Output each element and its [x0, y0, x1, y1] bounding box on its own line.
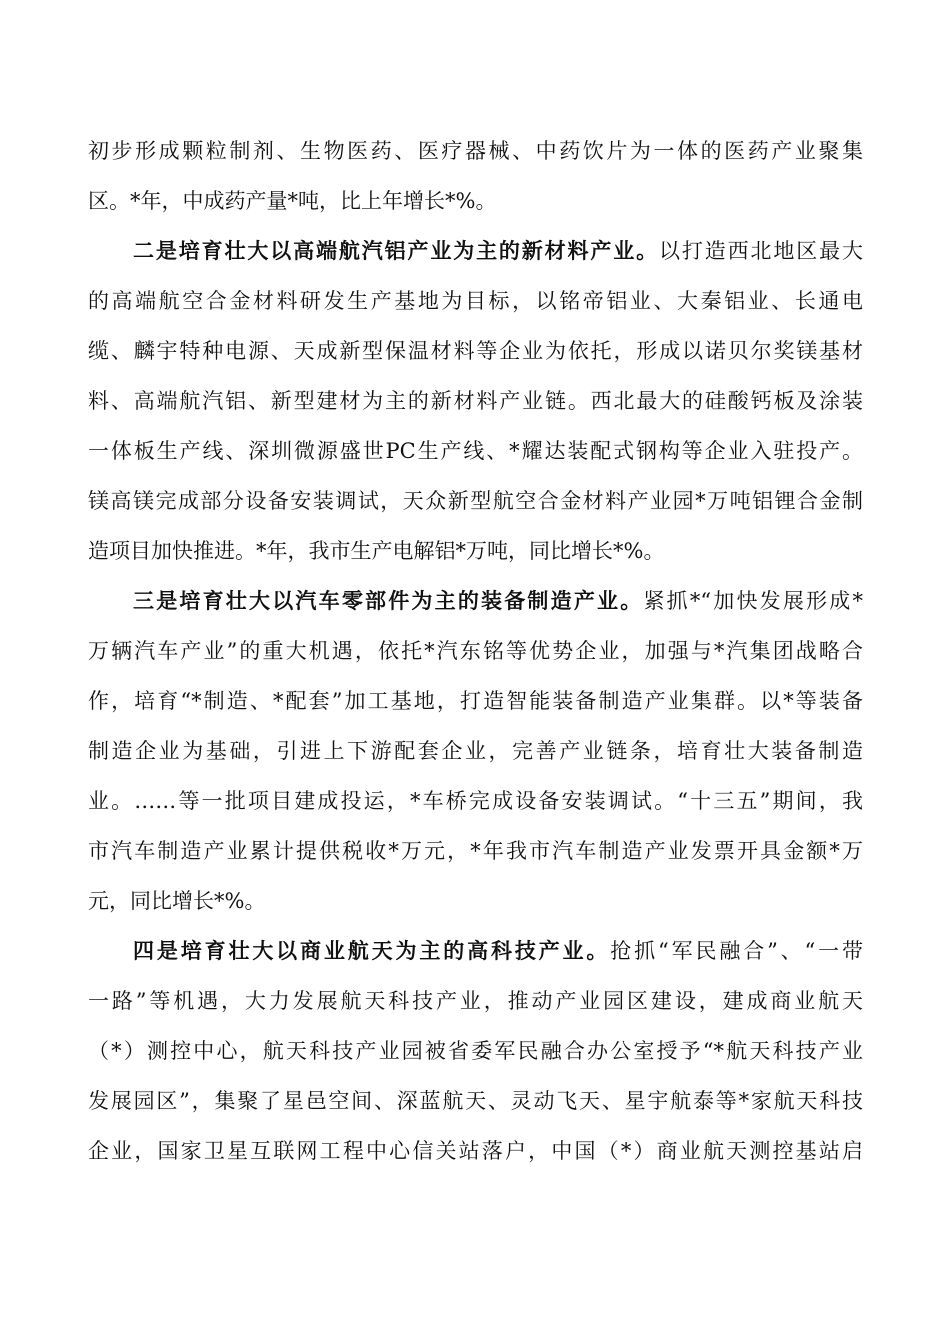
line-text: 抢抓“军民融合”、“一带 — [610, 939, 863, 963]
line-text: 发展园区”，集聚了星邑空间、深蓝航天、灵动飞天、星宇航泰等*家航天科技 — [88, 1089, 863, 1113]
text-line — [88, 831, 863, 871]
line-text: 作，培育“*制造、*配套”加工基地，打造智能装备制造产业集群。以*等装备 — [88, 689, 863, 713]
line-text: 缆、麟宇特种电源、天成新型保温材料等企业为依托，形成以诺贝尔奖镁基材 — [88, 339, 863, 363]
text-line — [88, 981, 863, 1021]
paragraph-lead: 二是培育壮大以高端航汽铝产业为主的新材料产业。 — [133, 238, 660, 263]
line-text: 初步形成颗粒制剂、生物医药、医疗器械、中药饮片为一体的医药产业聚集 — [88, 139, 863, 163]
line-text: 料、高端航汽铝、新型建材为主的新材料产业链。西北最大的硅酸钙板及涂装 — [88, 389, 863, 413]
text-line — [88, 431, 863, 471]
text-line — [88, 131, 863, 171]
text-line — [88, 1131, 863, 1171]
line-text: 紧抓*“加快发展形成* — [643, 589, 863, 613]
paragraph-lead: 四是培育壮大以商业航天为主的高科技产业。 — [133, 938, 611, 963]
line-text: 以打造西北地区最大 — [659, 239, 863, 263]
paragraph-lead-line — [133, 231, 863, 271]
text-line — [88, 181, 863, 221]
text-line — [88, 531, 863, 571]
text-line — [88, 631, 863, 671]
line-text: 区。*年，中成药产量*吨，比上年增长*%。 — [88, 189, 497, 213]
text-line — [88, 781, 863, 821]
text-line — [88, 331, 863, 371]
paragraph-lead: 三是培育壮大以汽车零部件为主的装备制造产业。 — [133, 588, 644, 613]
paragraph-lead-line — [133, 581, 863, 621]
line-text: 一路”等机遇，大力发展航天科技产业，推动产业园区建设，建成商业航天 — [88, 989, 863, 1013]
text-line — [88, 731, 863, 771]
line-text: 万辆汽车产业”的重大机遇，依托*汽东铭等优势企业，加强与*汽集团战略合 — [88, 639, 863, 663]
line-text: （*）测控中心，航天科技产业园被省委军民融合办公室授予“*航天科技产业 — [88, 1039, 863, 1063]
text-line — [88, 1031, 863, 1071]
line-text: 元，同比增长*%。 — [88, 889, 266, 913]
paragraph-lead-line — [133, 931, 863, 971]
text-line — [88, 281, 863, 321]
line-text: 镁高镁完成部分设备安装调试，天众新型航空合金材料产业园*万吨铝锂合金制 — [88, 489, 863, 513]
text-line — [88, 681, 863, 721]
text-line — [88, 1081, 863, 1121]
line-text: 市汽车制造产业累计提供税收*万元，*年我市汽车制造产业发票开具金额*万 — [88, 839, 863, 863]
text-line — [88, 881, 863, 921]
line-text: 造项目加快推进。*年，我市生产电解铝*万吨，同比增长*%。 — [88, 539, 665, 563]
line-text: 企业，国家卫星互联网工程中心信关站落户，中国（*）商业航天测控基站启 — [88, 1139, 863, 1163]
line-text: 制造企业为基础，引进上下游配套企业，完善产业链条，培育壮大装备制造 — [88, 739, 863, 763]
line-text: 的高端航空合金材料研发生产基地为目标，以铭帝铝业、大秦铝业、长通电 — [88, 289, 863, 313]
text-line — [88, 481, 863, 521]
text-line — [88, 381, 863, 421]
line-text: 业。……等一批项目建成投运，*车桥完成设备安装调试。“十三五”期间，我 — [88, 789, 863, 813]
line-text: 一体板生产线、深圳微源盛世PC生产线、*耀达装配式钢构等企业入驻投产。 — [88, 439, 863, 463]
